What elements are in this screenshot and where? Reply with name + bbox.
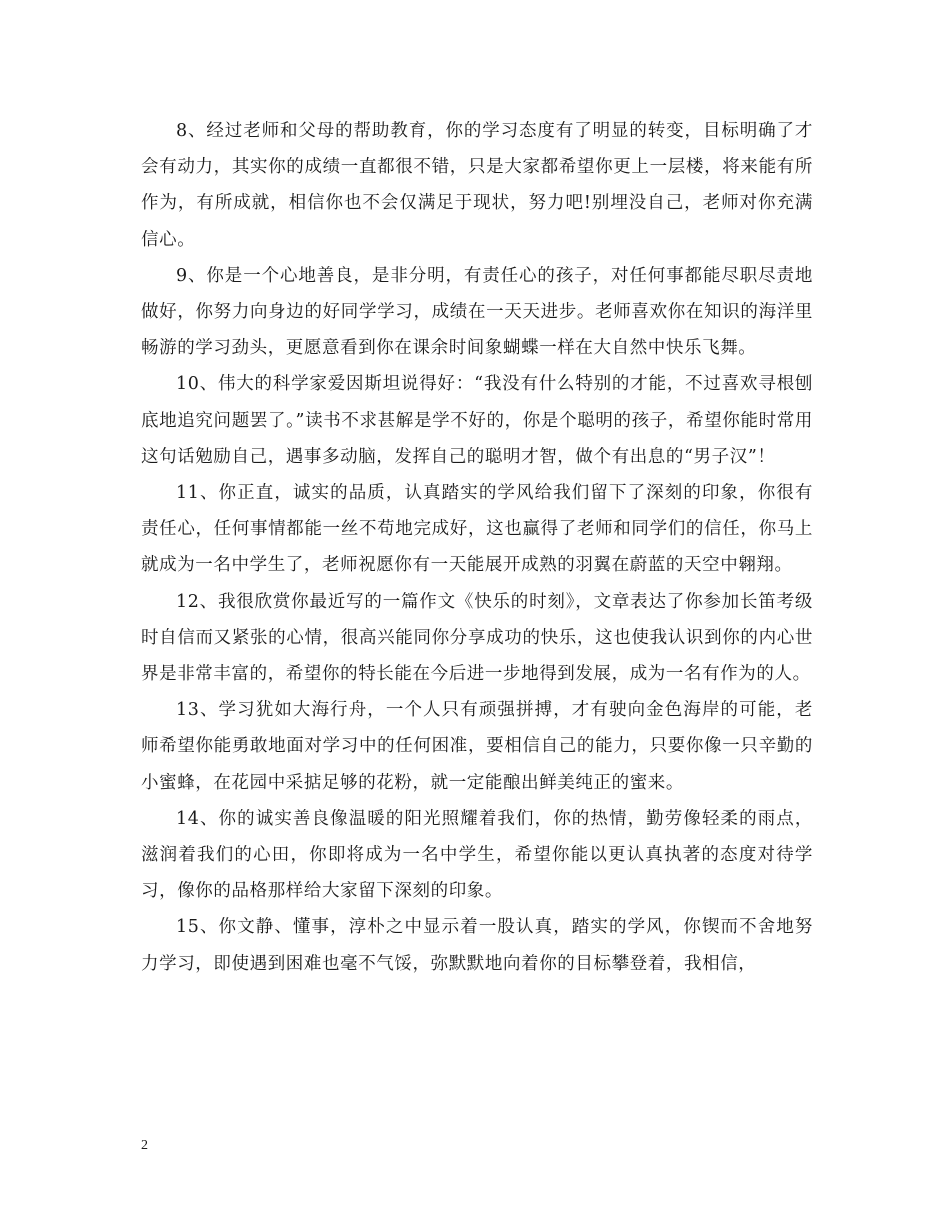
- document-body: [141, 113, 813, 982]
- paragraph-comment-13: 13、学习犹如大海行舟，一个人只有顽强拼搏，才有驶向金色海岸的可能，老师希望你能勇敢地面对学习中的任何困准，要相信自己的能力，只要你像一只辛勤的小蜜蜂，在花园中采掂足够的花粉，就一定能酿出鲜美纯正的蜜来。: [141, 700, 813, 793]
- paragraph-comment-15: 15、你文静、懂事，淳朴之中显示着一股认真，踏实的学风，你锲而不舍地努力学习，即使遇到困难也毫不气馁，弥默默地向着你的目标攀登着，我相信，: [141, 917, 813, 974]
- paragraph-comment-12: 12、我很欣赏你最近写的一篇作文《快乐的时刻》，文章表达了你参加长笛考级时自信而又紧张的心情，很高兴能同你分享成功的快乐，这也使我认识到你的内心世界是非常丰富的，希望你的特长能在今后进一步地得到发展，成为一名有作为的人。: [141, 591, 813, 685]
- page-number: 2: [141, 1138, 148, 1153]
- paragraph-comment-14: 14、你的诚实善良像温暖的阳光照耀着我们，你的热情，勤劳像轻柔的雨点，滋润着我们的心田，你即将成为一名中学生，希望你能以更认真执著的态度对待学习，像你的品格那样给大家留下深刻的印象。: [141, 808, 813, 902]
- paragraph-comment-11: 11、你正直，诚实的品质，认真踏实的学风给我们留下了深刻的印象，你很有责任心，任何事情都能一丝不苟地完成好，这也赢得了老师和同学们的信任，你马上就成为一名中学生了，老师祝愿你有一天能展开成熟的羽翼在蔚蓝的天空中翱翔。: [141, 483, 813, 576]
- paragraph-comment-8: 8、经过老师和父母的帮助教育，你的学习态度有了明显的转变，目标明确了才会有动力，其实你的成绩一直都很不错，只是大家都希望你更上一层楼，将来能有所作为，有所成就，相信你也不会仅满足于现状，努力吧!别埋没自己，老师对你充满信心。: [141, 121, 813, 250]
- paragraph-comment-9: 9、你是一个心地善良，是非分明，有责任心的孩子，对任何事都能尽职尽责地做好，你努力向身边的好同学学习，成绩在一天天进步。老师喜欢你在知识的海洋里畅游的学习劲头，更愿意看到你在课余时间象蝴蝶一样在大自然中快乐飞舞。: [141, 265, 813, 359]
- paragraph-comment-10: 10、伟大的科学家爱因斯坦说得好：“我没有什么特别的才能，不过喜欢寻根刨底地追究问题罢了。”读书不求甚解是学不好的，你是个聪明的孩子，希望你能时常用这句话勉励自己，遇事多动脑，发挥自己的聪明才智，做个有出息的“男子汉”！: [141, 374, 813, 467]
